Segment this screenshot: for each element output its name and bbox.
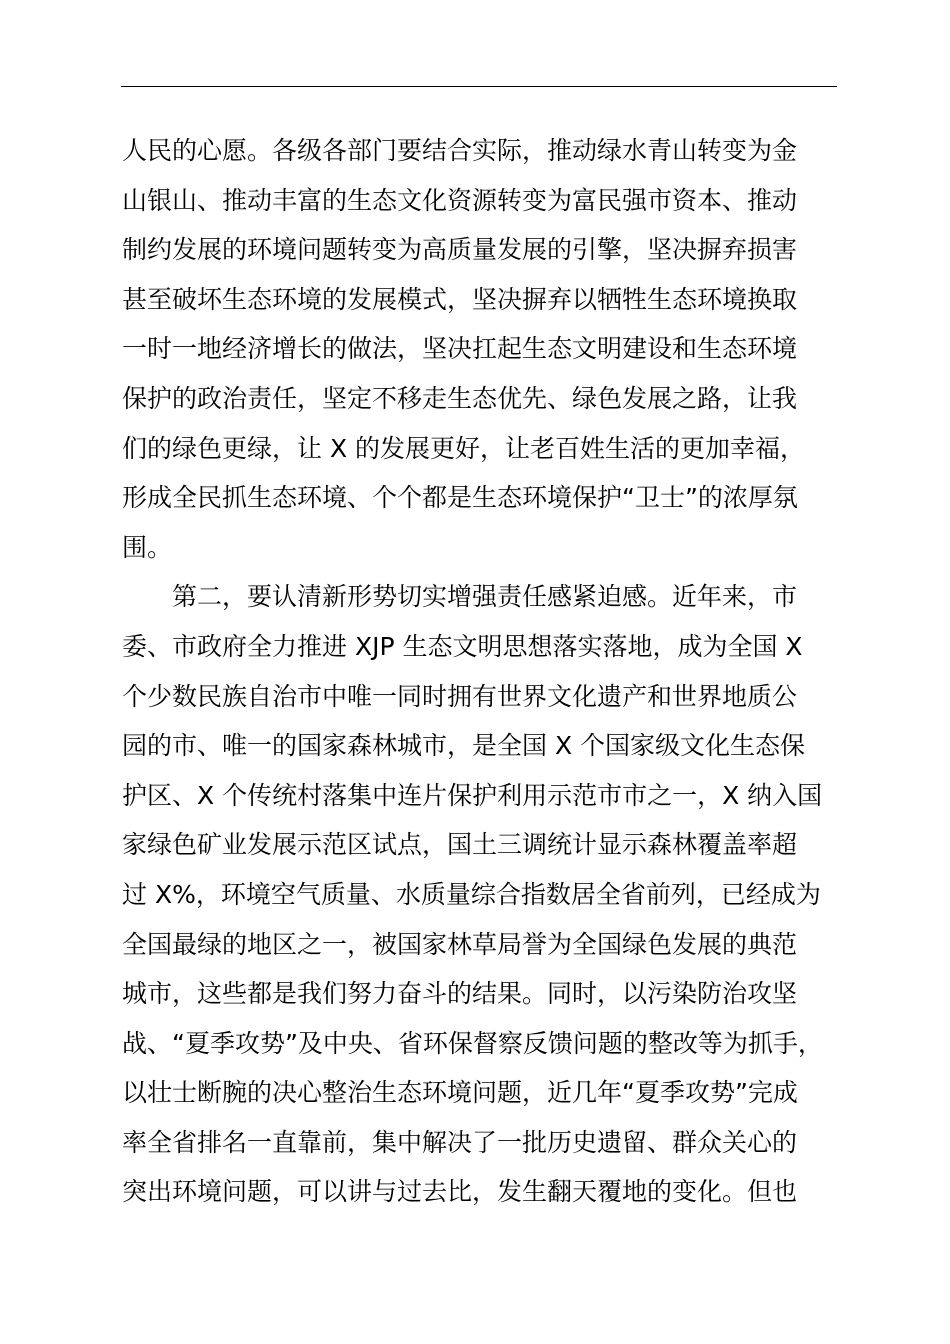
- text-line: 保护的政治责任，坚定不移走生态优先、绿色发展之路，让我: [122, 383, 798, 413]
- text-line: 形成全民抓生态环境、个个都是生态环境保护“卫士”的浓厚氛: [122, 483, 798, 513]
- text-line: 突出环境问题，可以讲与过去比，发生翻天覆地的变化。但也: [122, 1177, 798, 1207]
- text-line: 个少数民族自治市中唯一同时拥有世界文化遗产和世界地质公: [122, 681, 798, 711]
- text-line: 战、“夏季攻势”及中央、省环保督察反馈问题的整改等为抓手，: [122, 1028, 823, 1058]
- text-line: 制约发展的环境问题转变为高质量发展的引擎，坚决摒弃损害: [122, 235, 798, 265]
- text-line: 园的市、唯一的国家森林城市，是全国 X 个国家级文化生态保: [122, 731, 806, 761]
- paragraph-2: [122, 572, 842, 1217]
- paragraph-1: [122, 126, 842, 572]
- text-line: 城市，这些都是我们努力奋斗的结果。同时，以污染防治攻坚: [122, 979, 798, 1009]
- text-line: 们的绿色更绿，让 X 的发展更好，让老百姓生活的更加幸福，: [122, 433, 806, 463]
- text-line: 一时一地经济增长的做法，坚决扛起生态文明建设和生态环境: [122, 334, 798, 364]
- document-body: [122, 126, 842, 1217]
- text-line: 全国最绿的地区之一，被国家林草局誉为全国绿色发展的典范: [122, 929, 798, 959]
- text-line: 山银山、推动丰富的生态文化资源转变为富民强市资本、推动: [122, 185, 798, 215]
- text-line: 人民的心愿。各级各部门要结合实际，推动绿水青山转变为金: [122, 136, 798, 165]
- text-line: 第二，要认清新形势切实增强责任感紧迫感。近年来，市: [172, 582, 798, 612]
- text-line: 以壮士断腕的决心整治生态环境问题，近几年“夏季攻势”完成: [122, 1078, 798, 1108]
- text-line: 甚至破坏生态环境的发展模式，坚决摒弃以牺牲生态环境换取: [122, 284, 798, 314]
- text-line: 率全省排名一直靠前，集中解决了一批历史遗留、群众关心的: [122, 1127, 798, 1157]
- text-line: 过 X%，环境空气质量、水质量综合指数居全省前列，已经成为: [122, 879, 821, 909]
- text-line: 围。: [122, 532, 173, 562]
- header-rule: [121, 86, 837, 87]
- text-line: 护区、X 个传统村落集中连片保护利用示范市市之一，X 纳入国: [122, 780, 823, 810]
- text-line: 家绿色矿业发展示范区试点，国土三调统计显示森林覆盖率超: [122, 830, 798, 860]
- text-line: 委、市政府全力推进 XJP 生态文明思想落实落地，成为全国 X: [122, 631, 803, 661]
